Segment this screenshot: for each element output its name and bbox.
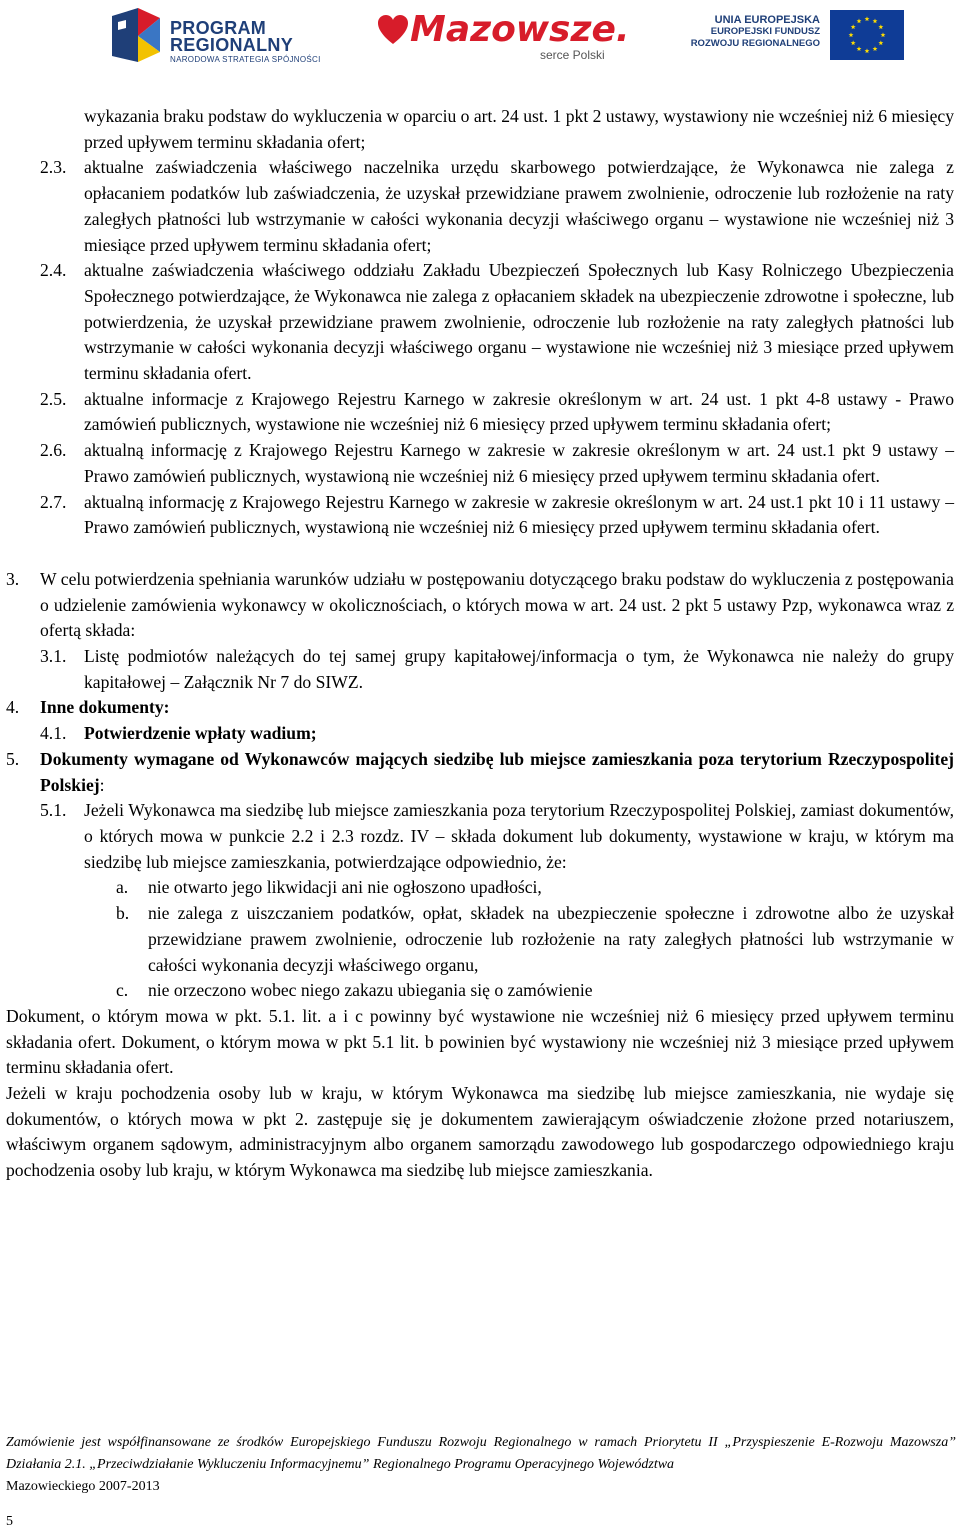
section-4-1 [0,721,960,747]
section-heading: Inne dokumenty: [40,697,170,718]
section-number: 4. [6,697,20,718]
paragraph-document-validity: Dokument, o którym mowa w pkt. 5.1. lit. a i c powinny być wystawione nie wcześniej niż 6 miesięcy przed upływem terminu składania ofert. Dokument, o którym mowa w pkt 5.1 lit. b powinien być wystawiony nie wcześniej niż 3 miesiące przed upływem terminu składania ofert. [6,1005,954,1078]
mazowsze-logo [380,8,630,66]
page-number: 5 [6,1514,13,1529]
sub-item-text: nie otwarto jego likwidacji ani nie ogłoszono upadłości, [148,877,542,898]
section-heading: Dokumenty wymagane od Wykonawców mających siedzibę lub miejsce zamieszkania poza terytorium Rzeczypospolitej Polskiej [40,748,954,795]
list-item-text: aktualne zaświadczenia właściwego naczelnika urzędu skarbowego potwierdzające, że Wykonawca nie zalega z opłacaniem podatków lub zaświadczenia, że uzyskał przewidziane prawem zwolnienie, odroczenie lub rozłożenie na raty zaległych płatności lub wstrzymanie w całości wykonania decyzji właściwego organu – wystawione nie wcześniej niż 3 miesiące przed upływem terminu składania ofert; [84,157,954,255]
sub-item-letter: a. [116,877,129,898]
document-body [0,104,960,1184]
section-number: 5.1. [40,800,67,821]
list-item-text: aktualne informacje z Krajowego Rejestru Karnego w zakresie określonym w art. 24 ust. 1 pkt 4-8 ustawy - Prawo zamówień publicznych, wystawione nie wcześniej niż 6 miesięcy przed upływem terminu składania ofert; [84,388,954,435]
list-item-2-6 [0,438,960,489]
heart-icon [376,14,410,48]
mazowsze-wordmark: Mazowsze. [410,9,630,50]
list-number: 2.7. [40,491,67,512]
section-3 [0,567,960,644]
section-number: 3.1. [40,646,67,667]
footer-program-name: Mazowieckiego 2007-2013 [6,1479,160,1494]
list-item-2-7 [0,490,960,541]
footer-cofinancing-note: Zamówienie jest współfinansowane ze środków Europejskiego Funduszu Rozwoju Regionalnego w ramach Priorytetu II „Przyspieszenie E-Rozwoju Mazowsza” Działania 2.1. „Przeciwdziałanie Wykluczeniu Informacyjnemu” Regionalnego Programu Operacyjnego Województwa [6,1435,956,1472]
list-item-2-4 [0,258,960,387]
program-logo-line1: PROGRAM [170,18,267,38]
paragraph-country-of-origin: Jeżeli w kraju pochodzenia osoby lub w kraju, w którym Wykonawca ma siedzibę lub miejsce zamieszkania, nie wydaje się dokumentów, o których mowa w pkt 2. zastępuje się je dokumentem zawierającym oświadczenie złożone przed notariuszem, właściwym organem sądowym, administracyjnym albo organem samorządu zawodowego lub gospodarczego odpowiedniego kraju pochodzenia osoby lub kraju, w którym Wykonawca ma siedzibę lub miejsce zamieszkania. [6,1083,954,1181]
list-item-text: aktualne zaświadczenia właściwego oddziału Zakładu Ubezpieczeń Społecznych lub Kasy Rolniczego Ubezpieczenia Społecznego potwierdzające, że Wykonawca nie zalega z opłacaniem składek na ubezpieczenie zdrowotne i społeczne, lub potwierdzenia, że uzyskał przewidziane prawem zwolnienie, odroczenie lub rozłożenie na raty zaległych płatności lub wstrzymanie w całości wykonania decyzji właściwego organu – wystawione nie wcześniej niż 3 miesiące przed upływem terminu składania ofert. [84,260,954,384]
eu-logo [680,6,905,66]
section-number: 4.1. [40,723,67,744]
eu-logo-line3: ROZWOJU REGIONALNEGO [690,38,820,49]
sub-item-c [0,978,960,1004]
list-item-2-5 [0,387,960,438]
mazowsze-tagline: serce Polski [540,48,605,62]
sub-item-letter: c. [116,980,129,1001]
eu-logo-line1: UNIA EUROPEJSKA [714,14,820,26]
section-5 [0,747,960,798]
sub-item-letter: b. [116,903,130,924]
section-number: 3. [6,568,20,589]
sub-item-text: nie orzeczono wobec niego zakazu ubiegania się o zamówienie [148,980,593,1001]
list-number: 2.4. [40,260,67,281]
section-4 [0,695,960,721]
section-5-1 [0,798,960,875]
section-number: 5. [6,748,20,769]
list-item-2-3 [0,155,960,258]
list-item-text: aktualną informację z Krajowego Rejestru Karnego w zakresie w zakresie określonym w art. 24 ust.1 pkt 9 ustawy – Prawo zamówień publicznych, wystawioną nie wcześniej niż 6 miesięcy przed upływem terminu składania ofert. [84,440,954,486]
section-text: Listę podmiotów należących do tej samej grupy kapitałowej/informacja o tym, że Wykonawca nie należy do grupy kapitałowej – Załącznik Nr 7 do SIWZ. [84,646,954,692]
eu-flag-icon [830,10,904,60]
page-footer [6,1432,956,1498]
section-heading: Potwierdzenie wpłaty wadium; [84,723,317,744]
program-logo-line3: NARODOWA STRATEGIA SPÓJNOŚCI [170,55,321,64]
section-text: Jeżeli Wykonawca ma siedzibę lub miejsce zamieszkania poza terytorium Rzeczypospolitej Polskiej, zamiast dokumentów, o których mowa w punkcie 2.2 i 2.3 rozdz. IV – składa dokument lub dokumenty, wystawione w kraju, w którym ma siedzibę lub miejsce zamieszkania, potwierdzające odpowiednio, że: [84,800,954,872]
program-regionalny-logo [108,6,340,66]
paragraph-continuation: wykazania braku podstaw do wykluczenia w oparciu o art. 24 ust. 1 pkt 2 ustawy, wystawiony nie wcześniej niż 6 miesięcy przed upływem terminu składania ofert; [84,106,955,152]
spacer [0,541,960,567]
program-regionalny-icon [108,6,164,64]
section-text: W celu potwierdzenia spełniania warunków udziału w postępowaniu dotyczącego braku podstaw do wykluczenia z postępowania o udzielenie zamówienia wykonawcy w okolicznościach, o których mowa w art. 24 ust. 2 pkt 5 ustawy Pzp, wykonawca wraz z ofertą składa: [40,568,954,641]
program-logo-line2: REGIONALNY [170,35,294,55]
list-number: 2.5. [40,388,67,409]
list-number: 2.6. [40,440,67,461]
sub-item-text: nie zalega z uiszczaniem podatków, opłat, składek na ubezpieczenie społeczne i zdrowotne albo że uzyskał przewidziane prawem zwolnienie, odroczenie lub rozłożenie na raty zaległych płatności lub wstrzymanie w całości wykonania decyzji właściwego organu, [148,903,954,975]
eu-logo-line2: EUROPEJSKI FUNDUSZ [710,26,820,37]
section-3-1 [0,644,960,695]
list-item-text: aktualną informację z Krajowego Rejestru Karnego w zakresie w zakresie określonym w art. 24 ust.1 pkt 10 i 11 ustawy – Prawo zamówień publicznych, wystawioną nie wcześniej niż 6 miesięcy przed upływem terminu składania ofert. [84,491,954,538]
list-number: 2.3. [40,157,67,178]
sub-item-a [0,875,960,901]
eu-logo-text [680,14,820,50]
page-header [0,0,960,72]
section-heading-tail: : [99,774,105,795]
sub-item-b [0,901,960,978]
